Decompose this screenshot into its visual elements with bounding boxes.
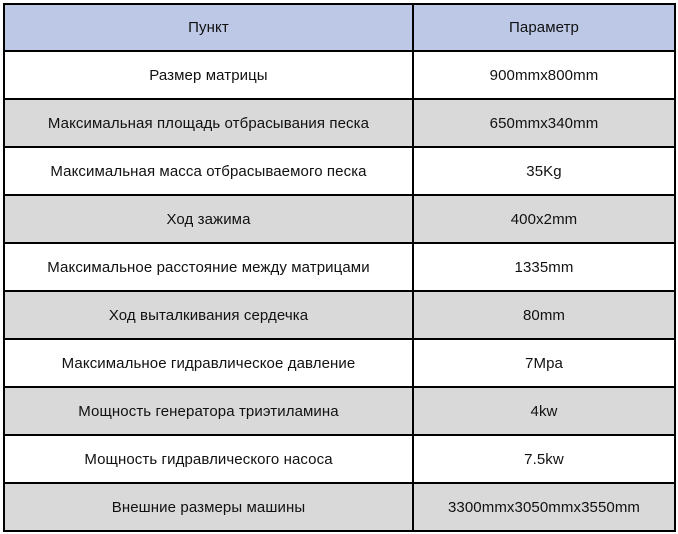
table-row	[4, 435, 675, 483]
table-row	[4, 291, 675, 339]
row-value: 80mm	[413, 291, 675, 339]
row-value: 400x2mm	[413, 195, 675, 243]
row-value: 900mmx800mm	[413, 51, 675, 99]
row-item: Размер матрицы	[4, 51, 413, 99]
row-item: Максимальная масса отбрасываемого песка	[4, 147, 413, 195]
row-item: Максимальная площадь отбрасывания песка	[4, 99, 413, 147]
header-parameter: Параметр	[413, 4, 675, 51]
row-item: Максимальное гидравлическое давление	[4, 339, 413, 387]
row-item: Мощность гидравлического насоса	[4, 435, 413, 483]
table-row	[4, 483, 675, 531]
row-item: Максимальное расстояние между матрицами	[4, 243, 413, 291]
row-value: 35Kg	[413, 147, 675, 195]
header-item: Пункт	[4, 4, 413, 51]
spec-table-container	[3, 3, 676, 532]
spec-table	[3, 3, 676, 532]
table-row	[4, 243, 675, 291]
row-item: Ход выталкивания сердечка	[4, 291, 413, 339]
table-row	[4, 339, 675, 387]
row-value: 4kw	[413, 387, 675, 435]
row-value: 1335mm	[413, 243, 675, 291]
table-row	[4, 195, 675, 243]
row-value: 7.5kw	[413, 435, 675, 483]
row-item: Ход зажима	[4, 195, 413, 243]
table-row	[4, 147, 675, 195]
table-row	[4, 51, 675, 99]
table-header-row	[4, 4, 675, 51]
row-value: 7Mpa	[413, 339, 675, 387]
row-value: 650mmx340mm	[413, 99, 675, 147]
row-item: Мощность генератора триэтиламина	[4, 387, 413, 435]
table-row	[4, 387, 675, 435]
row-item: Внешние размеры машины	[4, 483, 413, 531]
table-row	[4, 99, 675, 147]
row-value: 3300mmx3050mmx3550mm	[413, 483, 675, 531]
